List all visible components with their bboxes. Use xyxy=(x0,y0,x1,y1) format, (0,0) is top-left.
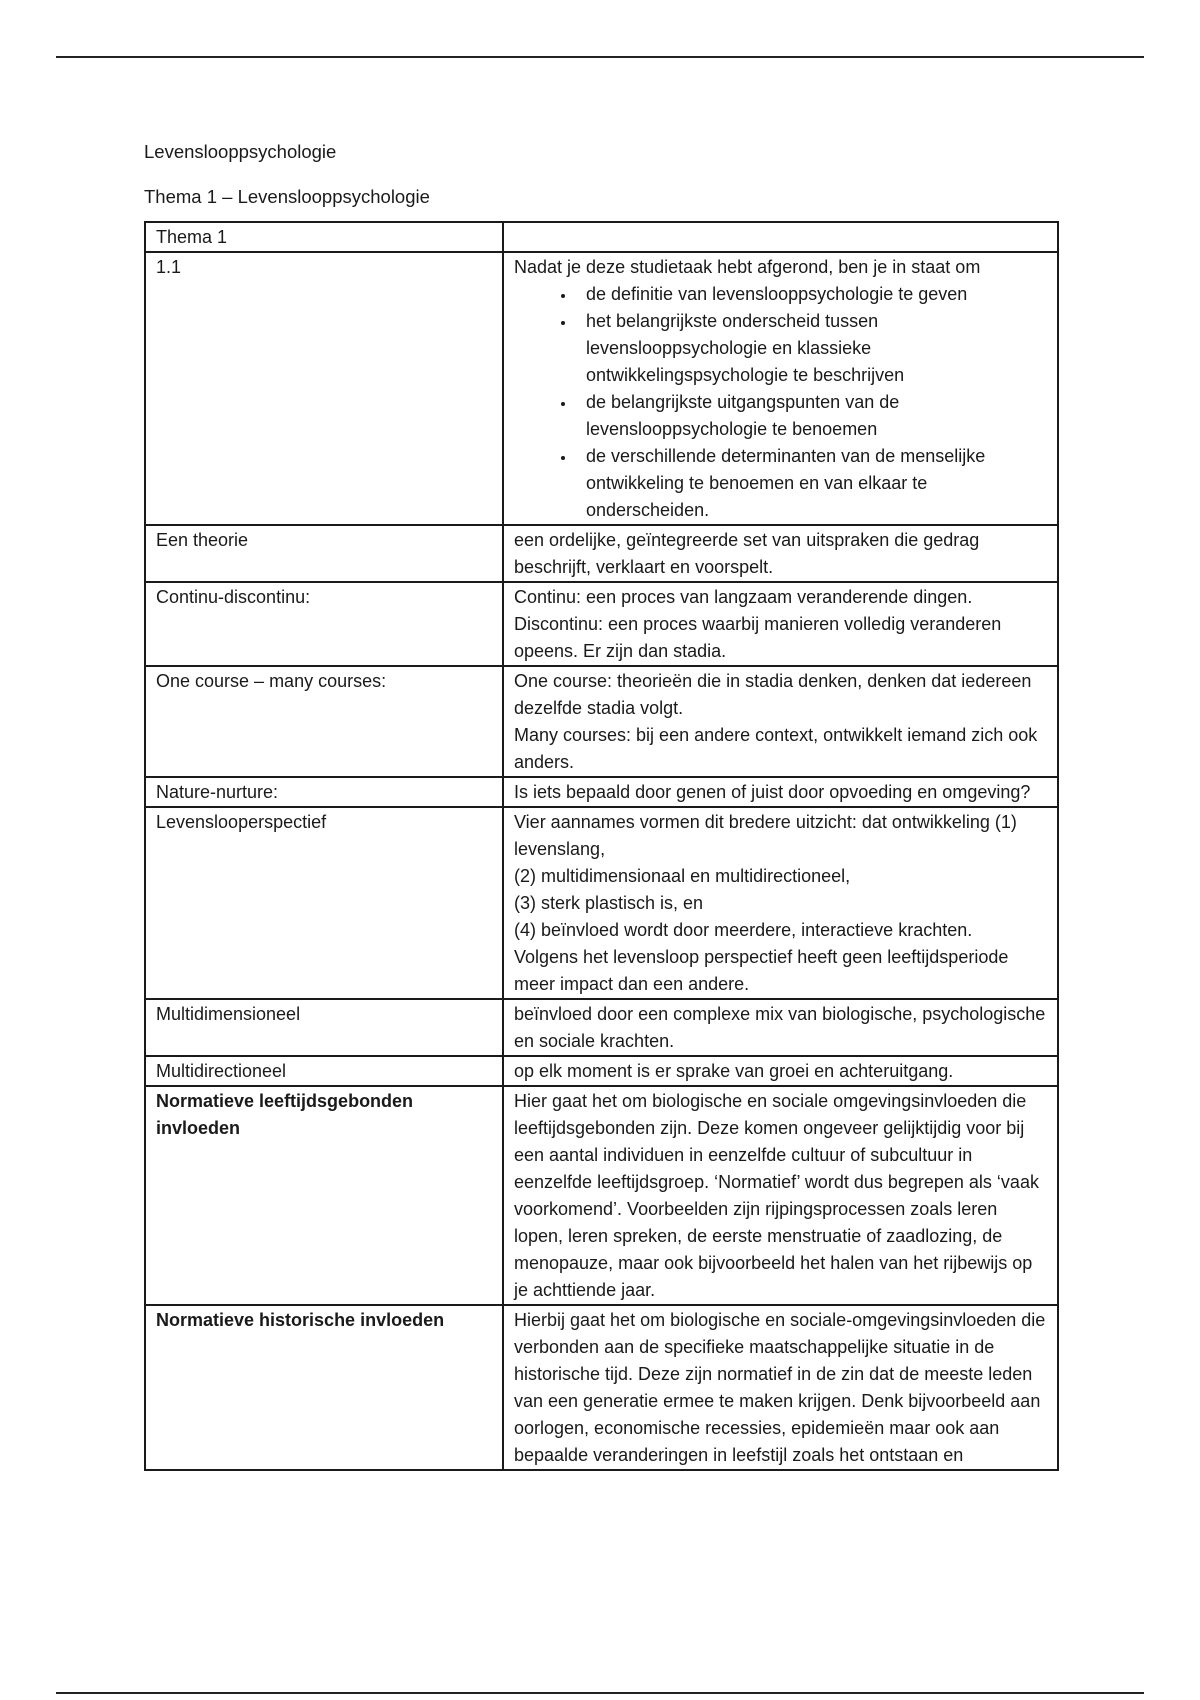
term-cell: Levenslooperspectief xyxy=(145,807,503,999)
table-header-term: Thema 1 xyxy=(145,222,503,252)
table-row xyxy=(145,999,1058,1056)
term-cell: Multidirectioneel xyxy=(145,1056,503,1086)
definition-cell xyxy=(503,1305,1058,1470)
header-rule xyxy=(56,56,1144,58)
objectives-row xyxy=(145,252,1058,525)
table-row xyxy=(145,666,1058,777)
document-subtitle: Thema 1 – Levenslooppsychologie xyxy=(144,186,430,207)
objective-item: • de verschillende determinanten van de menselijke ontwikkeling te benoemen en van elkaar te onderscheiden. xyxy=(576,443,1047,524)
definition-line: One course: theorieën die in stadia denken, denken dat iedereen dezelfde stadia volgt. xyxy=(514,671,1032,718)
definition-cell xyxy=(503,582,1058,666)
objectives-term: 1.1 xyxy=(145,252,503,525)
objective-item: • de belangrijkste uitgangspunten van de levenslooppsychologie te benoemen xyxy=(576,389,1047,443)
definition-cell xyxy=(503,807,1058,999)
definition-line: Continu: een proces van langzaam veranderende dingen. xyxy=(514,587,973,607)
term-cell: Continu-discontinu: xyxy=(145,582,503,666)
concepts-table xyxy=(144,221,1059,1471)
definition-line: (4) beïnvloed wordt door meerdere, interactieve krachten. xyxy=(514,920,973,940)
definition-line: (2) multidimensionaal en multidirectioneel, xyxy=(514,866,851,886)
definition-line: op elk moment is er sprake van groei en achteruitgang. xyxy=(514,1061,954,1081)
definition-line: (3) sterk plastisch is, en xyxy=(514,893,704,913)
objective-item: • de definitie van levenslooppsychologie te geven xyxy=(576,281,1047,308)
table-header-row xyxy=(145,222,1058,252)
definition-cell xyxy=(503,1086,1058,1305)
objectives-list xyxy=(514,281,1047,524)
definition-cell xyxy=(503,1056,1058,1086)
table-row xyxy=(145,1086,1058,1305)
definition-cell xyxy=(503,999,1058,1056)
definition-line: Volgens het levensloop perspectief heeft geen leeftijdsperiode meer impact dan een andere. xyxy=(514,947,1009,994)
term-cell: One course – many courses: xyxy=(145,666,503,777)
table-row xyxy=(145,525,1058,582)
definition-line: Vier aannames vormen dit bredere uitzicht: dat ontwikkeling (1) levenslang, xyxy=(514,812,1017,859)
table-row xyxy=(145,1056,1058,1086)
definition-cell xyxy=(503,666,1058,777)
term-cell: Nature-nurture: xyxy=(145,777,503,807)
term-cell: Normatieve historische invloeden xyxy=(145,1305,503,1470)
term-cell: Multidimensioneel xyxy=(145,999,503,1056)
objectives-definition xyxy=(503,252,1058,525)
definition-cell xyxy=(503,525,1058,582)
objective-item: • het belangrijkste onderscheid tussen levenslooppsychologie en klassieke ontwikkelingspsychologie te beschrijven xyxy=(576,308,1047,389)
table-row xyxy=(145,807,1058,999)
definition-line: Hier gaat het om biologische en sociale omgevingsinvloeden die leeftijdsgebonden zijn. Deze komen ongeveer gelijktijdig voor bij een aantal individuen in eenzelfde cultuur of subcultuur in eenzelfde leeftijdsgroep. ‘Normatief’ wordt dus begrepen als ‘vaak voorkomend’. Voorbeelden zijn rijpingsprocessen zoals leren lopen, leren spreken, de eerste menstruatie of zaadlozing, de menopauze, maar ook bijvoorbeeld het halen van het rijbewijs op je achttiende jaar. xyxy=(514,1091,1039,1300)
definition-line: beïnvloed door een complexe mix van biologische, psychologische en sociale krachten. xyxy=(514,1004,1046,1051)
term-cell: Normatieve leeftijdsgebonden invloeden xyxy=(145,1086,503,1305)
table-row xyxy=(145,1305,1058,1470)
definition-line: Discontinu: een proces waarbij manieren volledig veranderen opeens. Er zijn dan stadia. xyxy=(514,614,1002,661)
definition-line: Hierbij gaat het om biologische en sociale-omgevingsinvloeden die verbonden aan de specifieke maatschappelijke situatie in de historische tijd. Deze zijn normatief in de zin dat de meeste leden van een generatie ermee te maken krijgen. Denk bijvoorbeeld aan oorlogen, economische recessies, epidemieën maar ook aan bepaalde veranderingen in leefstijl zoals het ontstaan en xyxy=(514,1310,1046,1465)
definition-line: een ordelijke, geïntegreerde set van uitspraken die gedrag beschrijft, verklaart en voorspelt. xyxy=(514,530,980,577)
table-header-definition xyxy=(503,222,1058,252)
objectives-intro: Nadat je deze studietaak hebt afgerond, ben je in staat om xyxy=(514,257,981,277)
footer-rule xyxy=(56,1692,1144,1694)
table-row xyxy=(145,582,1058,666)
definition-line: Many courses: bij een andere context, ontwikkelt iemand zich ook anders. xyxy=(514,725,1038,772)
document-title: Levenslooppsychologie xyxy=(144,141,337,162)
document-body xyxy=(144,140,1059,1471)
term-cell: Een theorie xyxy=(145,525,503,582)
definition-cell xyxy=(503,777,1058,807)
table-row xyxy=(145,777,1058,807)
definition-line: Is iets bepaald door genen of juist door opvoeding en omgeving? xyxy=(514,782,1031,802)
